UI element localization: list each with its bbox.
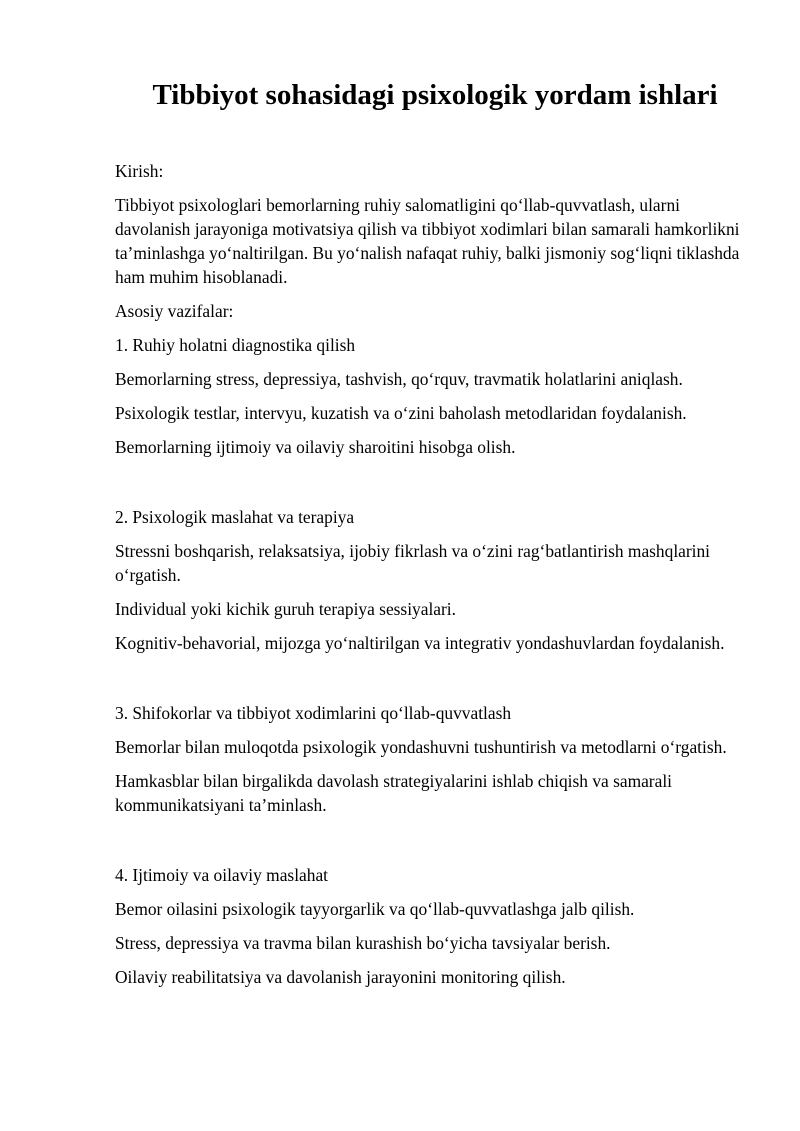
section-4-item-2: Stress, depressiya va travma bilan kurashish bo‘yicha tavsiyalar berish. [115, 933, 611, 953]
intro-heading: Kirish: [115, 161, 164, 181]
document-title: Tibbiyot sohasidagi psixologik yordam ishlari [152, 79, 718, 111]
section-4-item-3: Oilaviy reabilitatsiya va davolanish jarayonini monitoring qilish. [115, 967, 566, 987]
section-2-item-1: Stressni boshqarish, relaksatsiya, ijobiy fikrlash va o‘zini rag‘batlantirish mashqlarini o‘rgatish. [115, 541, 711, 585]
section-2-item-2: Individual yoki kichik guruh terapiya sessiyalari. [115, 599, 456, 619]
section-2-heading: 2. Psixologik maslahat va terapiya [115, 507, 355, 527]
section-4-heading: 4. Ijtimoiy va oilaviy maslahat [115, 865, 328, 885]
document-body [115, 159, 745, 999]
intro-paragraph: Tibbiyot psixologlari bemorlarning ruhiy salomatligini qo‘llab-quvvatlash, ularni davolanish jarayoniga motivatsiya qilish va tibbiyot xodimlari bilan samarali hamkorlikni ta’minlashga yo‘naltirilgan. Bu yo‘nalish nafaqat ruhiy, balki jismoniy sog‘liqni tiklashda ham muhim hisoblanadi. [115, 195, 740, 287]
section-3-heading: 3. Shifokorlar va tibbiyot xodimlarini qo‘llab-quvvatlash [115, 703, 512, 723]
section-1-item-3: Bemorlarning ijtimoiy va oilaviy sharoitini hisobga olish. [115, 437, 516, 457]
section-3-item-1: Bemorlar bilan muloqotda psixologik yondashuvni tushuntirish va metodlarni o‘rgatish. [115, 737, 727, 757]
section-1-heading: 1. Ruhiy holatni diagnostika qilish [115, 335, 356, 355]
section-2-item-3: Kognitiv-behavorial, mijozga yo‘naltirilgan va integrativ yondashuvlardan foydalanish. [115, 633, 725, 653]
section-4-item-1: Bemor oilasini psixologik tayyorgarlik va qo‘llab-quvvatlashga jalb qilish. [115, 899, 635, 919]
tasks-heading: Asosiy vazifalar: [115, 301, 234, 321]
section-1-item-2: Psixologik testlar, intervyu, kuzatish va o‘zini baholash metodlaridan foydalanish. [115, 403, 687, 423]
section-3-item-2: Hamkasblar bilan birgalikda davolash strategiyalarini ishlab chiqish va samarali kommunikatsiyani ta’minlash. [115, 771, 672, 815]
section-1-item-1: Bemorlarning stress, depressiya, tashvish, qo‘rquv, travmatik holatlarini aniqlash. [115, 369, 683, 389]
